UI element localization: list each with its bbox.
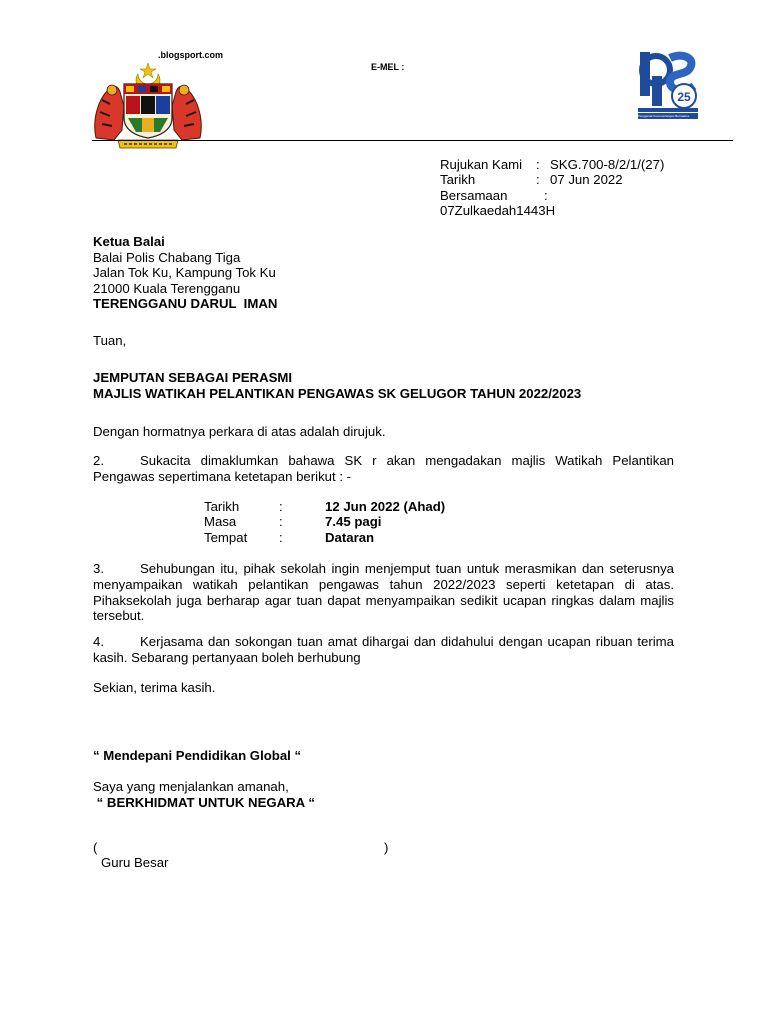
- motto-line-2: “ BERKHIDMAT UNTUK NEGARA “: [93, 794, 315, 810]
- hijri-label: Bersamaan: [440, 188, 508, 203]
- date-value: 07 Jun 2022: [550, 172, 623, 187]
- paragraph-3: [93, 561, 674, 624]
- paragraph-2-number: 2.: [93, 453, 104, 468]
- subject-line-2: MAJLIS WATIKAH PELANTIKAN PENGAWAS SK GELUGOR TAHUN 2022/2023: [93, 385, 582, 401]
- hijri-value: 07Zulkaedah1443H: [440, 203, 556, 218]
- signature-role: Guru Besar: [101, 855, 169, 870]
- hijri-colon: :: [544, 188, 548, 203]
- logo-tagline: Penggerak Kecemerlangan Bermakna: [638, 114, 689, 118]
- schedule-date-label: Tarikh: [204, 499, 240, 514]
- paragraph-3-number: 3.: [93, 561, 104, 576]
- schedule-time-label: Masa: [204, 514, 237, 529]
- motto: [93, 717, 315, 826]
- recipient-line-3: 21000 Kuala Terengganu: [93, 280, 241, 296]
- subject-line-1: JEMPUTAN SEBAGAI PERASMI: [93, 370, 293, 385]
- closing: Sekian, terima kasih.: [93, 680, 216, 695]
- paragraph-4-number: 4.: [93, 634, 104, 649]
- schedule-time-value: 7.45 pagi: [325, 514, 382, 529]
- logo-anniversary-number: 25: [677, 90, 691, 104]
- subject: [93, 370, 581, 401]
- signature-amanah: Saya yang menjalankan amanah,: [93, 779, 289, 794]
- blog-address: .blogsport.com: [158, 50, 223, 60]
- schedule-date-value: 12 Jun 2022 (Ahad): [325, 499, 446, 514]
- schedule-time-colon: :: [279, 514, 283, 529]
- recipient-line-2: Jalan Tok Ku, Kampung Tok Ku: [93, 265, 276, 280]
- motto-line-1: “ Mendepani Pendidikan Global “: [93, 748, 302, 763]
- schedule-venue-colon: :: [279, 530, 283, 545]
- paragraph-2: [93, 453, 674, 485]
- paragraph-2-text: Sukacita dimaklumkan bahawa SK r akan mengadakan majlis Watikah Pelantikan Pengawas sepertimana ketetapan berikut : -: [93, 453, 674, 484]
- ref-label: Rujukan Kami: [440, 157, 523, 172]
- ref-colon: :: [536, 157, 540, 172]
- email-label: E-MEL :: [371, 62, 405, 72]
- intro-paragraph: Dengan hormatnya perkara di atas adalah dirujuk.: [93, 424, 386, 439]
- school-logo: [636, 50, 700, 122]
- schedule-date-colon: :: [279, 499, 283, 514]
- schedule-venue-label: Tempat: [204, 530, 248, 545]
- signature-open-paren: (: [93, 840, 98, 855]
- paragraph-3-text: Sehubungan itu, pihak sekolah ingin menjemput tuan untuk merasmikan dan seterusnya menyampaikan watikah pelantikan pengawas tahun 2022/2023 seperti ketetapan di atas. Pihaksekolah juga berharap agar tuan dapat menyampaikan sedikit ucapan ringkas dalam majlis tersebut.: [93, 561, 674, 624]
- schedule-venue-value: Dataran: [325, 530, 375, 545]
- coat-of-arms-logo: [88, 60, 208, 150]
- paragraph-4-text: Kerjasama dan sokongan tuan amat dihargai dan didahului dengan ucapan ribuan terima kasih. Sebarang pertanyaan boleh berhubung: [93, 634, 674, 665]
- recipient-title: Ketua Balai: [93, 234, 165, 249]
- paragraph-4: [93, 634, 674, 666]
- ref-value: SKG.700-8/2/1/(27): [550, 157, 665, 172]
- recipient-block: [93, 234, 277, 312]
- signature-close-paren: ): [384, 840, 389, 855]
- recipient-state: TERENGGANU DARUL IMAN: [93, 296, 278, 311]
- salutation: Tuan,: [93, 333, 127, 348]
- date-colon: :: [536, 172, 540, 187]
- date-label: Tarikh: [440, 172, 476, 187]
- recipient-line-1: Balai Polis Chabang Tiga: [93, 249, 241, 265]
- header-divider: [92, 140, 733, 141]
